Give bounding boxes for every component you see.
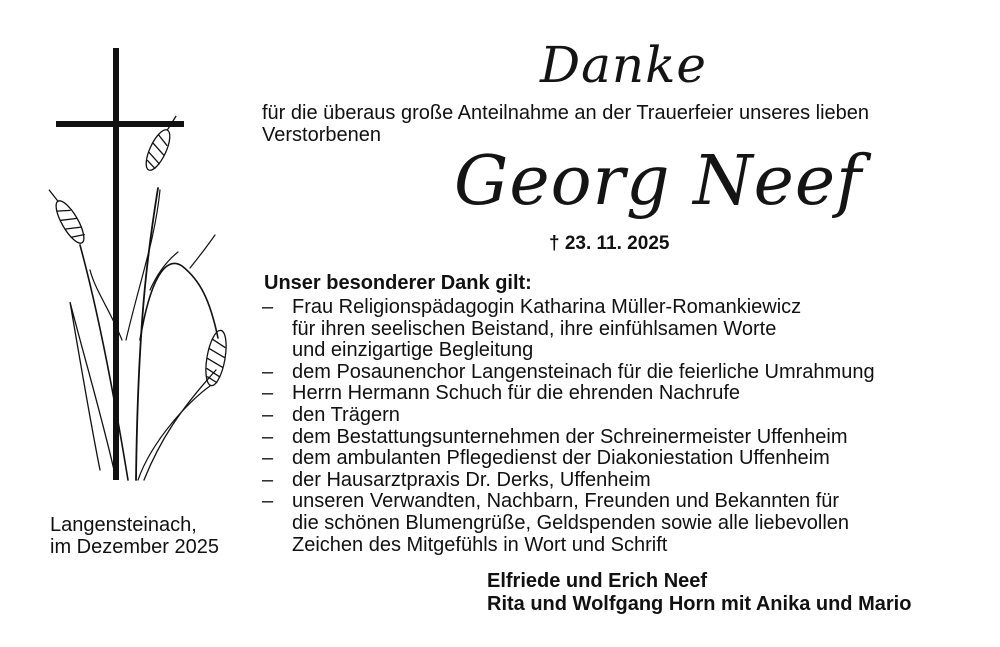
list-item (262, 362, 982, 384)
thanks-heading: Unser besonderer Dank gilt: (264, 272, 532, 294)
date-line: im Dezember 2025 (50, 536, 219, 558)
signatory-line: Elfriede und Erich Neef (487, 570, 708, 592)
list-item-text: dem ambulanten Pflegedienst der Diakoniestation Uffenheim (292, 447, 830, 470)
intro-text: für die überaus große Anteilnahme an der Trauerfeier unseres lieben Verstorbenen (262, 102, 870, 146)
list-item-text: der Hausarztpraxis Dr. Derks, Uffenheim (292, 468, 651, 491)
list-item (262, 448, 982, 470)
list-item-text: unseren Verwandten, Nachbarn, Freunden und Bekannten für die schönen Blumengrüße, Geldspenden sowie alle liebevollen Zeichen des Mitgefühls in Wort und Schrift (292, 490, 850, 556)
dash: – (262, 425, 274, 448)
dash: – (262, 490, 274, 513)
list-item (262, 405, 982, 427)
list-item (262, 297, 982, 362)
list-item (262, 470, 982, 492)
dash: – (262, 382, 274, 405)
deceased-name: Georg Neef (454, 142, 863, 221)
page-title: Danke (540, 36, 707, 94)
list-item-text: Herrn Hermann Schuch für die ehrenden Nachrufe (292, 382, 741, 405)
list-item-text: dem Posaunenchor Langensteinach für die feierliche Umrahmung (292, 360, 875, 383)
list-item-text: Frau Religionspädagogin Katharina Müller-Romankiewicz für ihren seelischen Beistand, ihre einfühlsamen Worte und einzigartige Begleitung (292, 296, 802, 362)
dash: – (262, 468, 274, 491)
dash: – (262, 447, 274, 470)
list-item (262, 427, 982, 449)
signatories (487, 570, 911, 616)
signatory-line: Rita und Wolfgang Horn mit Anika und Mario (487, 593, 912, 615)
list-item-text: dem Bestattungsunternehmen der Schreinermeister Uffenheim (292, 425, 848, 448)
dash: – (262, 403, 274, 426)
place-line: Langensteinach, (50, 514, 197, 536)
cross-with-wheat-icon (40, 40, 250, 490)
list-item-text: den Trägern (292, 403, 400, 426)
dash: – (262, 296, 274, 318)
list-item (262, 383, 982, 405)
thanks-list (262, 297, 982, 556)
dash: – (262, 360, 274, 383)
place-date (50, 514, 219, 558)
list-item (262, 491, 982, 556)
death-date: † 23. 11. 2025 (549, 233, 670, 254)
